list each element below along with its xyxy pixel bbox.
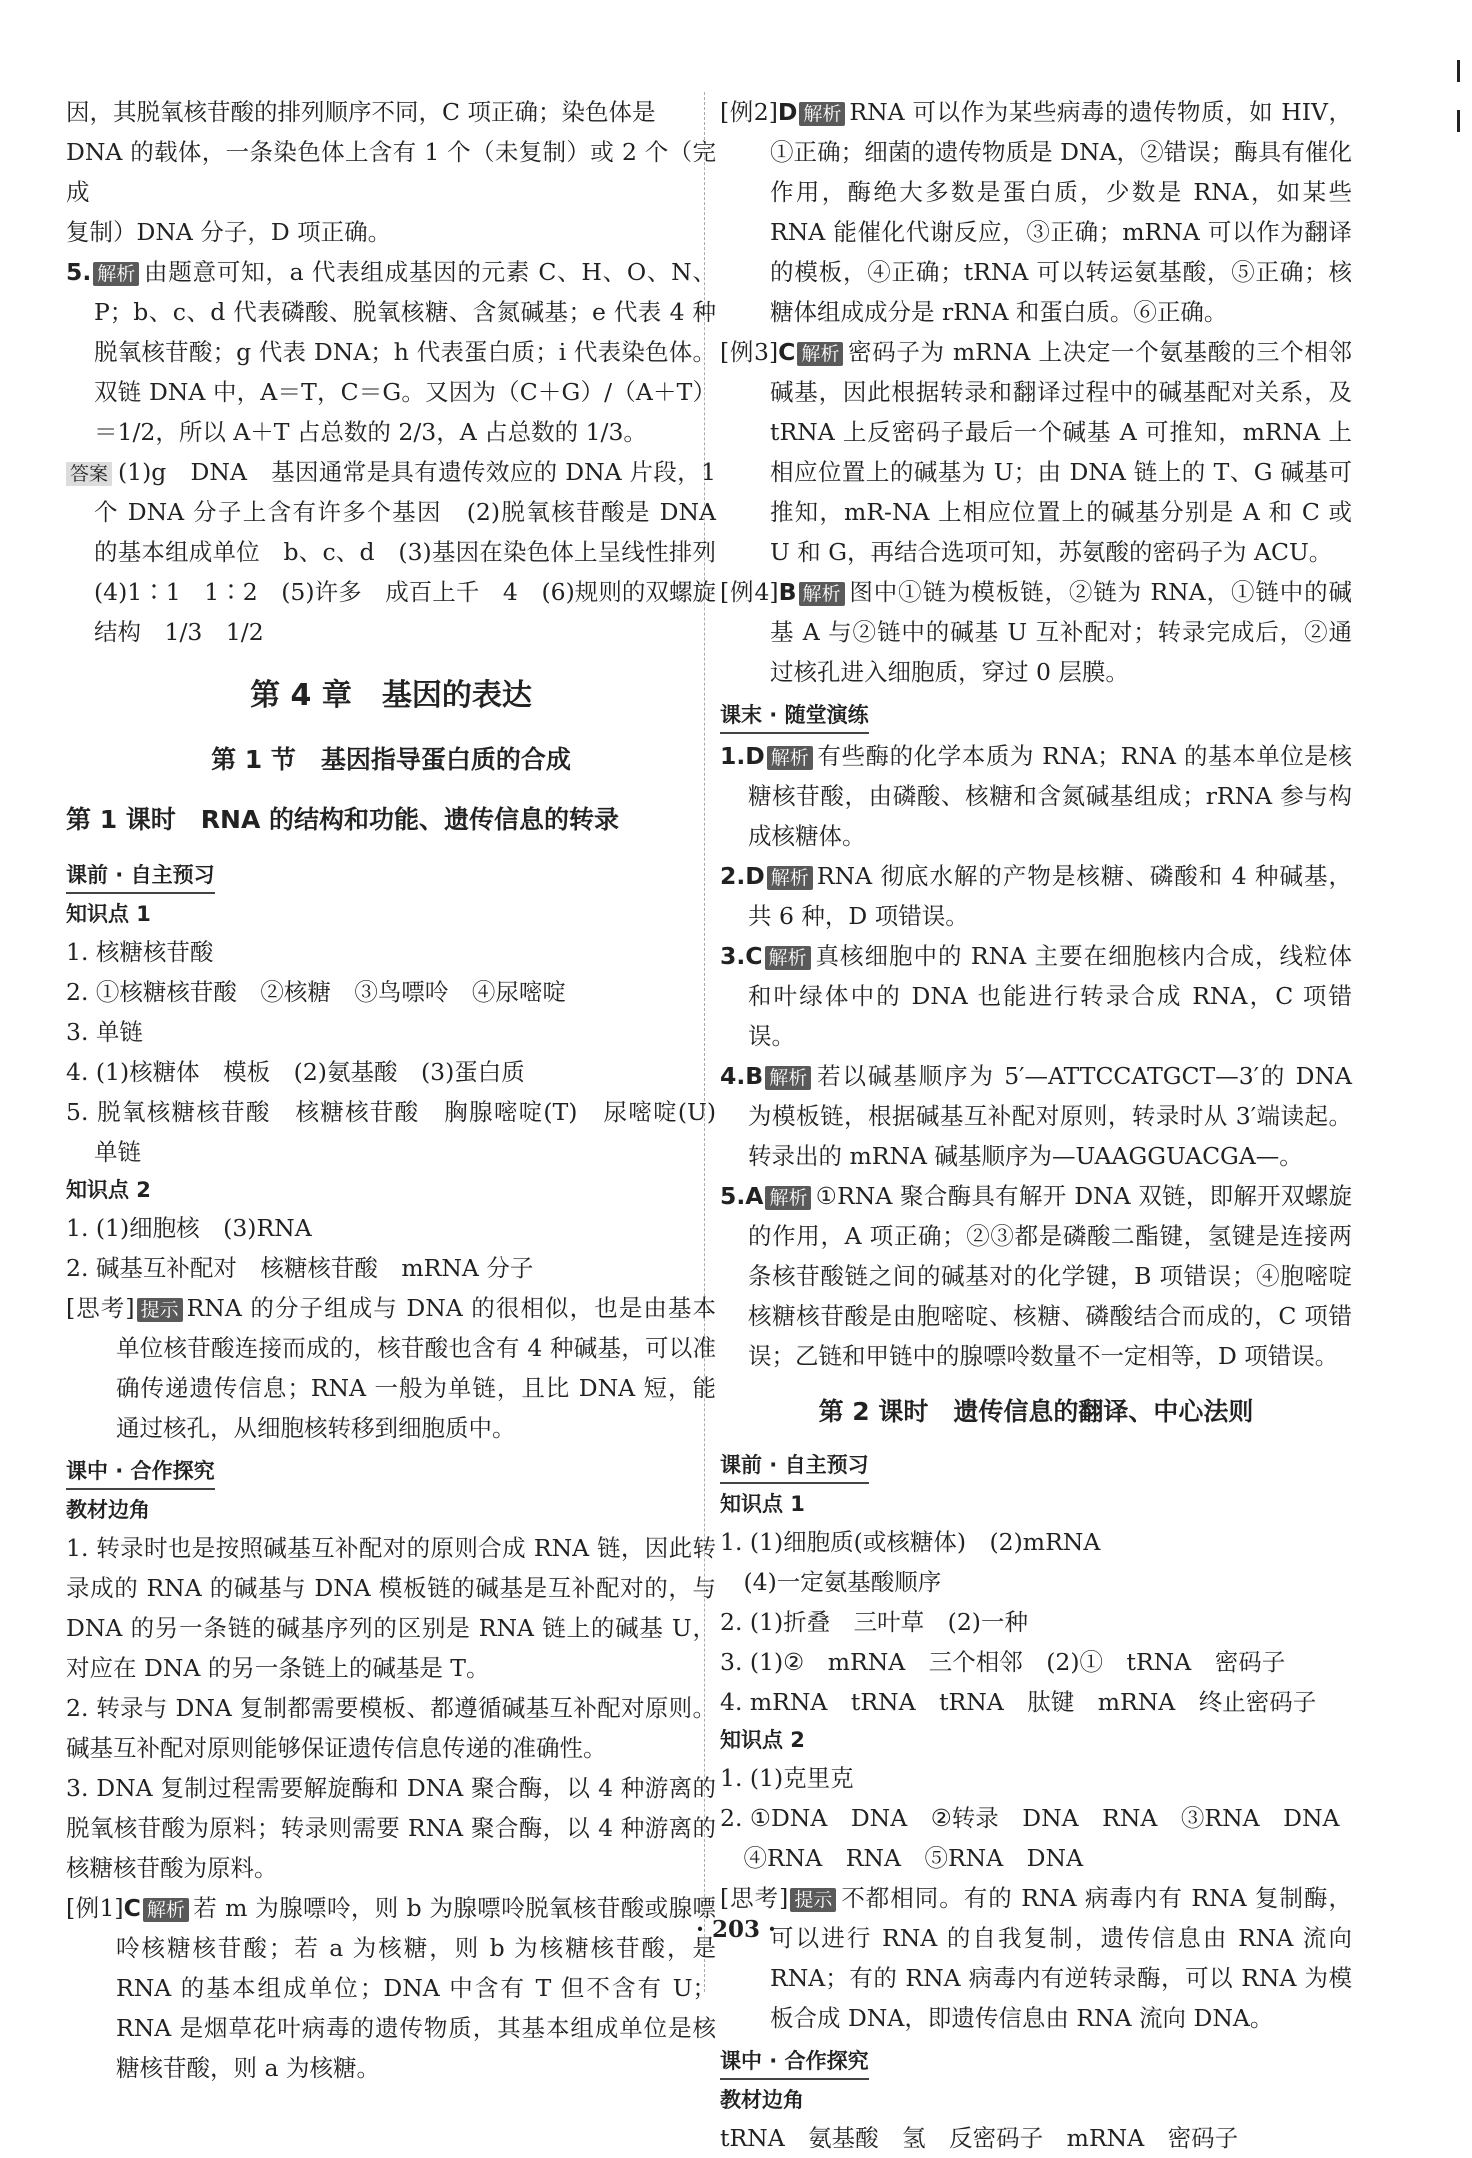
practice-item bbox=[720, 936, 1352, 1056]
intro-line: DNA 的载体，一条染色体上含有 1 个（未复制）或 2 个（完成 bbox=[66, 138, 716, 206]
item-answer: D bbox=[745, 742, 765, 770]
think-block bbox=[720, 1878, 1352, 2038]
analysis-tag: 解析 bbox=[799, 582, 845, 606]
list-item: 4. (1)核糖体 模板 (2)氨基酸 (3)蛋白质 bbox=[66, 1058, 525, 1086]
answer-text: (1)g DNA 基因通常是具有遗传效应的 DNA 片段，1 个 DNA 分子上含有许多个基因 (2)脱氧核苷酸是 DNA 的基本组成单位 b、c、d (3)基因在染色体上呈线性排列 (4)1∶1 1∶2 (5)许多 成百上千 4 (6)规则的双螺旋结构 1/3 1/2 bbox=[94, 458, 740, 646]
think-label: [思考] bbox=[66, 1294, 135, 1322]
example-answer: C bbox=[123, 1894, 141, 1922]
example-label: [例4] bbox=[720, 578, 779, 606]
item-answer: C bbox=[745, 942, 763, 970]
list-item: 3. (1)② mRNA 三个相邻 (2)① tRNA 密码子 bbox=[720, 1648, 1286, 1676]
item-number: 3. bbox=[720, 942, 746, 970]
analysis-tag: 解析 bbox=[767, 866, 813, 890]
knowledge-point-1: 知识点 1 bbox=[66, 902, 151, 926]
analysis-tag: 解析 bbox=[143, 1898, 189, 1922]
item-text: 有些酶的化学本质为 RNA；RNA 的基本单位是核糖核苷酸，由磷酸、核糖和含氮碱基组成；rRNA 参与构成核糖体。 bbox=[748, 742, 1352, 850]
example-text: 密码子为 mRNA 上决定一个氨基酸的三个相邻碱基，因此根据转录和翻译过程中的碱基配对关系，及 tRNA 上反密码子最后一个碱基 A 可推知，mRNA 上相应位置上的碱基为 U；由 DNA 链上的 T、G 碱基可推知，mR-NA 上相应位置上的碱基分别是 A 和 C 或 U 和 G，再结合选项可知，苏氨酸的密码子为 ACU。 bbox=[770, 338, 1352, 566]
think-text: RNA 的分子组成与 DNA 的很相似，也是由基本单位核苷酸连接而成的，核苷酸也含有 4 种碱基，可以准确传递遗传信息；RNA 一般为单链，且比 DNA 短，能通过核孔，从细胞核转移到细胞质中。 bbox=[116, 1294, 716, 1442]
preview2-heading: 课前 · 自主预习 bbox=[720, 1448, 869, 1484]
explore-heading: 课中 · 合作探究 bbox=[66, 1454, 215, 1490]
example-text: 若 m 为腺嘌呤，则 b 为腺嘌呤脱氧核苷酸或腺嘌呤核糖核苷酸；若 a 为核糖，则 b 为核糖核苷酸，是 RNA 的基本组成单位；DNA 中含有 T 但不含有 U；RNA 是烟草花叶病毒的遗传物质，其基本组成单位是核糖核苷酸，则 a 为核糖。 bbox=[116, 1894, 716, 2082]
preview-heading: 课前 · 自主预习 bbox=[66, 858, 215, 894]
practice-item bbox=[720, 1056, 1352, 1176]
list-item: 2. ①DNA DNA ②转录 DNA RNA ③RNA DNA bbox=[720, 1804, 1340, 1832]
think-text: 不都相同。有的 RNA 病毒内有 RNA 复制酶，可以进行 RNA 的自我复制，遗传信息由 RNA 流向 RNA；有的 RNA 病毒内有逆转录酶，可以 RNA 为模板合成 DNA，即遗传信息由 RNA 流向 DNA。 bbox=[770, 1884, 1352, 2032]
knowledge-point-2: 知识点 2 bbox=[66, 1178, 151, 1202]
list-item: 3. 单链 bbox=[66, 1018, 143, 1046]
question-5 bbox=[66, 252, 716, 452]
example-answer: B bbox=[778, 578, 797, 606]
question-text: 由题意可知，a 代表组成基因的元素 C、H、O、N、P；b、c、d 代表磷酸、脱氧核糖、含氮碱基；e 代表 4 种脱氧核苷酸；g 代表 DNA；h 代表蛋白质；i 代表染色体。双链 DNA 中，A＝T，C＝G。又因为（C＋G）/（A＋T）＝1/2，所以 A＋T 占总数的 2/3，A 占总数的 1/3。 bbox=[94, 258, 716, 446]
item-number: 2. bbox=[720, 862, 746, 890]
list-item: 2. 转录与 DNA 复制都需要模板、都遵循碱基互补配对原则。碱基互补配对原则能够保证遗传信息传递的准确性。 bbox=[66, 1694, 716, 1762]
item-text: ①RNA 聚合酶具有解开 DNA 双链，即解开双螺旋的作用，A 项正确；②③都是磷酸二酯键，氢键是连接两条核苷酸链之间的碱基对的化学键，B 项错误；④胞嘧啶核糖核苷酸是由胞嘧啶、核糖、磷酸结合而成的，C 项错误；乙链和甲链中的腺嘌呤数量不一定相等，D 项错误。 bbox=[748, 1182, 1352, 1370]
example-label: [例2] bbox=[720, 98, 778, 126]
practice-item bbox=[720, 856, 1352, 936]
example-answer: C bbox=[778, 338, 796, 366]
analysis-tag: 解析 bbox=[93, 262, 139, 286]
item-answer: A bbox=[745, 1182, 764, 1210]
example-answer: D bbox=[777, 98, 798, 126]
knowledge-point-1: 知识点 1 bbox=[720, 1492, 805, 1516]
hint-tag: 提示 bbox=[790, 1888, 836, 1912]
analysis-tag: 解析 bbox=[797, 342, 843, 366]
example-label: [例1] bbox=[66, 1894, 124, 1922]
practice-heading: 课末 · 随堂演练 bbox=[720, 698, 869, 734]
list-item: tRNA 氨基酸 氢 反密码子 mRNA 密码子 bbox=[720, 2124, 1239, 2152]
list-item: ④RNA RNA ⑤RNA DNA bbox=[720, 1844, 1084, 1872]
practice-item bbox=[720, 1176, 1352, 1376]
item-number: 4. bbox=[720, 1062, 746, 1090]
list-item: 4. mRNA tRNA tRNA 肽键 mRNA 终止密码子 bbox=[720, 1688, 1317, 1716]
question-5-answer bbox=[66, 452, 740, 652]
list-item: 1. 转录时也是按照碱基互补配对的原则合成 RNA 链，因此转录成的 RNA 的碱基与 DNA 模板链的碱基是互补配对的，与 DNA 的另一条链的碱基序列的区别是 RNA 链上的碱基 U，对应在 DNA 的另一条链上的碱基是 T。 bbox=[66, 1534, 716, 1682]
list-item: 1. 核糖核苷酸 bbox=[66, 938, 214, 966]
edge-mark bbox=[1457, 60, 1460, 82]
example-text: RNA 可以作为某些病毒的遗传物质，如 HIV，①正确；细菌的遗传物质是 DNA，②错误；酶具有催化作用，酶绝大多数是蛋白质，少数是 RNA，如某些 RNA 能催化代谢反应，③正确；mRNA 可以作为翻译的模板，④正确；tRNA 可以转运氨基酸，⑤正确；核糖体组成成分是 rRNA 和蛋白质。⑥正确。 bbox=[770, 98, 1352, 326]
hint-tag: 提示 bbox=[137, 1298, 183, 1322]
item-answer: D bbox=[745, 862, 765, 890]
textbook-corner-label: 教材边角 bbox=[66, 1498, 150, 1522]
example-text: 图中①链为模板链，②链为 RNA，①链中的碱基 A 与②链中的碱基 U 互补配对；转录完成后，②通过核孔进入细胞质，穿过 0 层膜。 bbox=[770, 578, 1352, 686]
list-item: 2. (1)折叠 三叶草 (2)一种 bbox=[720, 1608, 1028, 1636]
explore2-heading: 课中 · 合作探究 bbox=[720, 2044, 869, 2080]
edge-mark bbox=[1457, 110, 1460, 132]
list-item: 3. DNA 复制过程需要解旋酶和 DNA 聚合酶，以 4 种游离的脱氧核苷酸为原料；转录则需要 RNA 聚合酶，以 4 种游离的核糖核苷酸为原料。 bbox=[66, 1774, 716, 1882]
list-item: 1. (1)克里克 bbox=[720, 1764, 854, 1792]
example-4 bbox=[720, 572, 1352, 692]
answer-tag: 答案 bbox=[66, 462, 112, 486]
item-text: RNA 彻底水解的产物是核糖、磷酸和 4 种碱基，共 6 种，D 项错误。 bbox=[748, 862, 1352, 930]
right-column bbox=[720, 92, 1352, 2158]
page-number: · 203 · bbox=[695, 1916, 777, 1943]
list-item: 2. 碱基互补配对 核糖核苷酸 mRNA 分子 bbox=[66, 1254, 534, 1282]
section-title: 第 1 节 基因指导蛋白质的合成 bbox=[211, 745, 571, 774]
item-number: 1. bbox=[720, 742, 746, 770]
question-number: 5. bbox=[66, 258, 92, 286]
intro-line: 复制）DNA 分子，D 项正确。 bbox=[66, 218, 392, 246]
item-number: 5. bbox=[720, 1182, 746, 1210]
think-label: [思考] bbox=[720, 1884, 789, 1912]
practice-item bbox=[720, 736, 1352, 856]
list-item: 5. 脱氧核糖核苷酸 核糖核苷酸 胸腺嘧啶(T) 尿嘧啶(U) 单链 bbox=[66, 1098, 740, 1166]
knowledge-point-2: 知识点 2 bbox=[720, 1728, 805, 1752]
item-text: 若以碱基顺序为 5′—ATTCCATGCT—3′的 DNA 为模板链，根据碱基互补配对原则，转录时从 3′端读起。转录出的 mRNA 碱基顺序为—UAAGGUACGA—。 bbox=[748, 1062, 1352, 1170]
item-text: 真核细胞中的 RNA 主要在细胞核内合成，线粒体和叶绿体中的 DNA 也能进行转录合成 RNA，C 项错误。 bbox=[748, 942, 1352, 1050]
textbook-corner-label: 教材边角 bbox=[720, 2088, 804, 2112]
analysis-tag: 解析 bbox=[799, 102, 845, 126]
analysis-tag: 解析 bbox=[765, 1066, 811, 1090]
intro-line: 因，其脱氧核苷酸的排列顺序不同，C 项正确；染色体是 bbox=[66, 98, 656, 126]
list-item: 1. (1)细胞核 (3)RNA bbox=[66, 1214, 312, 1242]
list-item: 1. (1)细胞质(或核糖体) (2)mRNA bbox=[720, 1528, 1101, 1556]
example-2 bbox=[720, 92, 1352, 332]
lesson-2-title: 第 2 课时 遗传信息的翻译、中心法则 bbox=[818, 1397, 1254, 1426]
example-3 bbox=[720, 332, 1352, 572]
analysis-tag: 解析 bbox=[765, 946, 811, 970]
example-label: [例3] bbox=[720, 338, 779, 366]
item-answer: B bbox=[745, 1062, 764, 1090]
list-item: (4)一定氨基酸顺序 bbox=[720, 1568, 942, 1596]
lesson-title: 第 1 课时 RNA 的结构和功能、遗传信息的转录 bbox=[66, 805, 620, 834]
analysis-tag: 解析 bbox=[765, 1186, 811, 1210]
analysis-tag: 解析 bbox=[767, 746, 813, 770]
think-block bbox=[66, 1288, 716, 1448]
list-item: 2. ①核糖核苷酸 ②核糖 ③鸟嘌呤 ④尿嘧啶 bbox=[66, 978, 566, 1006]
chapter-title: 第 4 章 基因的表达 bbox=[250, 678, 532, 713]
